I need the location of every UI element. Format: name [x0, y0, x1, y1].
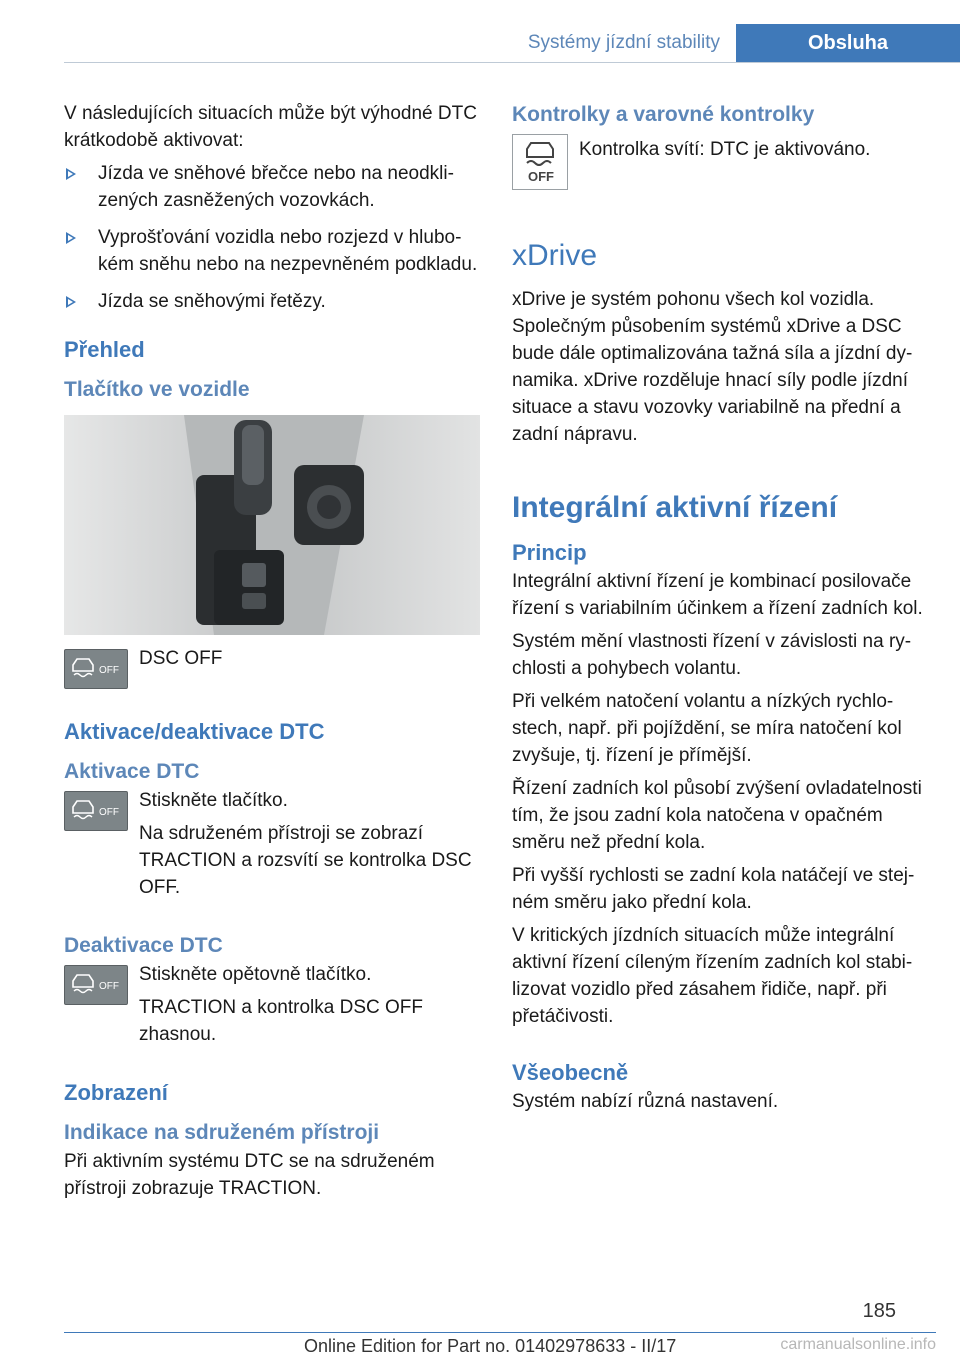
kontrolka-text: Kontrolka svítí: DTC je aktivováno.: [579, 139, 871, 160]
heading-prehled: Přehled: [64, 337, 145, 362]
aktivace-step: [64, 787, 482, 901]
heading-aktivace-deaktivace: Aktivace/deaktivace DTC: [64, 719, 325, 744]
princip-paragraph: Systém mění vlastnosti řízení v závislosti na rychlosti a pohybech volantu.: [512, 631, 912, 679]
watermark: carmanualsonline.info: [780, 1336, 936, 1353]
princip-paragraph: Při velkém natočení volantu a nízkých rychlostech, např. při pojíždění, se míra natočení kol zvyšuje, tj. řízení je přímější.: [512, 691, 902, 766]
heading-xdrive: xDrive: [512, 239, 598, 272]
princip-paragraph: Integrální aktivní řízení je kombinací posilovače řízení s variabilním účinkem a řízení zadních kol.: [512, 571, 923, 619]
list-item: Vyprošťování vozidla nebo rozjezd v hlubokém sněhu nebo na nezpevněném podkladu.: [64, 224, 482, 278]
list-item: Jízda ve sněhové břečce nebo na neodklizených zasněžených vozovkách.: [64, 160, 482, 214]
heading-deaktivace-dtc: Deaktivace DTC: [64, 934, 223, 957]
aktivace-step-1: Stiskněte tlačítko.: [139, 790, 288, 811]
off-text: OFF: [99, 981, 119, 992]
princip-paragraph: Při vyšší rychlosti se zadní kola natáčejí ve stejném směru jako přední kola.: [512, 865, 915, 913]
dtc-indicator-light-icon: [512, 134, 568, 190]
princip-paragraph: V kritických jízdních situacích může integrální aktivní řízení cíleným řízením zadních kol stabilizovat vozidlo před zásahem řidiče, např. při přetáčivosti.: [512, 925, 913, 1027]
page-header: [64, 24, 960, 63]
heading-tlacitko: Tlačítko ve vozidle: [64, 378, 250, 401]
intro-text: V následujících situacích může být výhodné DTC krátkodobě aktivovat:: [64, 103, 477, 151]
header-chapter-tab: Obsluha: [736, 24, 960, 62]
heading-kontrolky: Kontrolky a varovné kontrolky: [512, 103, 815, 126]
aktivace-step-2: Na sdruženém přístroji se zobrazí TRACTION a rozsvítí se kontrolka DSC OFF.: [139, 823, 472, 898]
deaktivace-step-2: TRACTION a kontrolka DSC OFF zhasnou.: [139, 997, 423, 1045]
dtc-indicator-legend: [512, 130, 930, 194]
heading-aktivace-dtc: Aktivace DTC: [64, 760, 200, 783]
footer-rule: [64, 1332, 936, 1333]
triangle-bullet-icon: [66, 168, 76, 180]
dsc-off-button-icon: [64, 965, 128, 1005]
dsc-off-legend: [64, 645, 482, 687]
off-text: OFF: [528, 169, 554, 184]
dsc-off-label: DSC OFF: [139, 648, 223, 669]
heading-vseobecne: Všeobecně: [512, 1060, 629, 1085]
xdrive-text: xDrive je systém pohonu všech kol vozidla. Společným působením systémů xDrive a DSC bude dále optimalizována tažná síla a jízdní dynamika. xDrive rozděluje hnací síly podle jízdní situace a stavu vozovky variabilně na přední a zadní nápravu.: [512, 289, 913, 445]
heading-integralni-rizeni: Integrální aktivní řízení: [512, 491, 838, 524]
deaktivace-step-1: Stiskněte opětovně tlačítko.: [139, 964, 372, 985]
heading-zobrazeni: Zobrazení: [64, 1080, 168, 1105]
triangle-bullet-icon: [66, 296, 76, 308]
triangle-bullet-icon: [66, 232, 76, 244]
situation-list: [64, 160, 482, 315]
center-console-photo: [64, 415, 480, 635]
heading-indikace: Indikace na sdruženém přístroji: [64, 1121, 380, 1144]
list-item: Jízda se sněhovými řetězy.: [64, 288, 482, 315]
page-number: 185: [862, 1300, 896, 1322]
off-text: OFF: [99, 807, 119, 818]
right-column: [512, 100, 930, 1121]
deaktivace-step: [64, 961, 482, 1048]
header-section-title: Systémy jízdní stability: [527, 32, 720, 53]
heading-princip: Princip: [512, 540, 587, 565]
off-text: OFF: [99, 665, 119, 676]
princip-paragraph: Řízení zadních kol působí zvýšení ovladatelnosti tím, že jsou zadní kola natočena v opačném směru než přední kola.: [512, 778, 922, 853]
dsc-off-button-icon: [64, 791, 128, 831]
left-column: [64, 100, 482, 1208]
online-edition-note: Online Edition for Part no. 01402978633 - II/17: [304, 1336, 677, 1356]
vseobecne-text: Systém nabízí různá nastavení.: [512, 1091, 779, 1112]
indikace-text: Při aktivním systému DTC se na sdruženém přístroji zobrazuje TRACTION.: [64, 1151, 435, 1199]
dsc-off-button-icon: [64, 649, 128, 689]
